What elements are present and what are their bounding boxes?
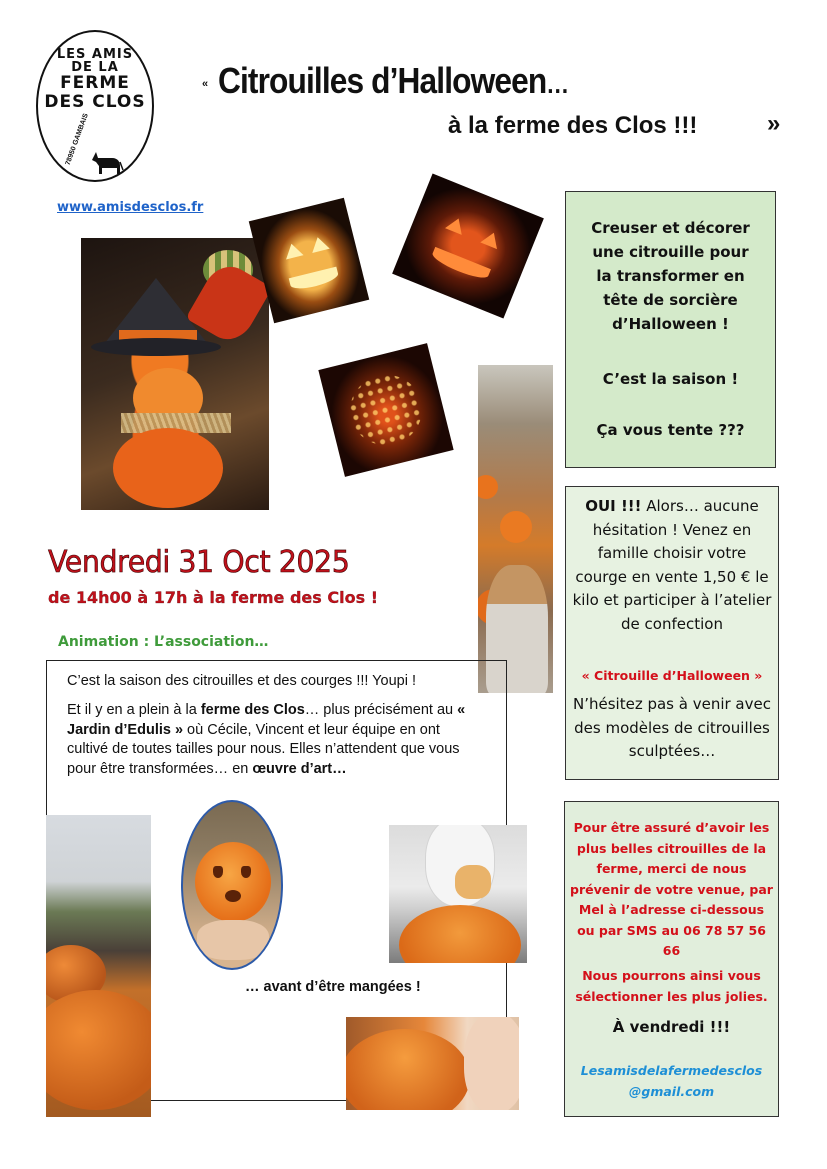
page-title [218,60,568,102]
desc-part-a: Et il y en a plein à la [67,702,201,718]
carved-pumpkin-oval-photo [181,800,283,970]
desc-part-c: … plus précisément au [304,702,458,718]
desc-farm-name: ferme des Clos [200,702,305,718]
intro-line: une citrouille pour [592,243,749,261]
jack-o-lantern-photo-2 [392,173,544,318]
desc-art: œuvre d’art… [252,760,347,777]
description-line-1: C’est la saison des citrouilles et des courges !!! Youpi ! [67,673,416,689]
contact-instructions: Pour être assuré d’avoir les plus belles citrouilles de la ferme, merci de nous prévenir de votre venue, par Mel à l’adresse ci-dessous ou par SMS au 06 78 57 56 66 [570,820,773,958]
dotted-lantern-photo [318,343,453,477]
pumpkin-shape [46,990,151,1110]
title-ellipsis: … [546,69,569,99]
lantern-dots [343,367,430,452]
offer-yes: OUI !!! [585,497,642,515]
subtitle-close-quote: » [767,110,781,137]
contact-benefit: Nous pourrons ainsi vous sélectionner les plus jolies. [575,968,768,1004]
offer-box [565,486,779,780]
intro-line: tête de sorcière [603,291,738,309]
desc-part-e: où Cécile, Vincent et leur équipe en ont cultivé de toutes tailles pour nous. Elles n’attendent que vous pour être transformées… en [67,721,460,777]
title-open-quote: « [202,78,209,90]
contact-signoff: À vendredi !!! [612,1018,731,1036]
witch-hat-pumpkin-photo [81,238,269,510]
pumpkin-body [113,428,223,508]
kids-workshop-photo [478,365,553,693]
pumpkin-field-photo [46,815,151,1117]
logo-line-3: FERME [60,73,130,93]
intro-line: la transformer en [596,267,745,285]
pumpkin-shape [346,1029,470,1110]
logo-line-4: DES CLOS [44,92,146,112]
carved-pumpkin-shape [195,842,271,922]
association-logo [36,30,154,182]
logo-line-2: DE LA [71,60,119,75]
description-bottom-line: … avant d’être mangées ! [245,979,421,995]
pumpkin-shape [399,905,521,963]
contact-box [564,801,779,1117]
email-line-2: @gmail.com [628,1084,715,1099]
contact-email[interactable] [569,1060,774,1102]
page-subtitle: à la ferme des Clos !!! [448,112,698,139]
hat-brim [91,338,221,356]
offer-text [570,495,774,636]
intro-line: d’Halloween ! [612,315,729,333]
smiling-child-photo [346,1017,519,1110]
logo-side-text: 78950 GAMBAIS [64,112,90,167]
child-carving-photo [389,825,527,963]
title-text: Citrouilles d’Halloween [218,60,547,101]
face-shape [464,1017,519,1110]
animation-label: Animation : L’association… [58,634,269,650]
season-text: C’est la saison ! [602,370,739,388]
hands-shape [197,920,269,960]
donkey-icon [90,150,124,176]
website-link[interactable]: www.amisdesclos.fr [57,200,204,215]
offer-footer: N’hésitez pas à venir avec des modèles de citrouilles sculptées… [573,695,771,760]
logo-line-1: LES AMIS [56,47,134,62]
offer-body: Alors… aucune hésitation ! Venez en famille choisir votre courge en vente 1,50 € le kilo et participer à l’atelier de confection [572,497,772,633]
description-paragraph [67,701,482,779]
intro-text [566,216,775,336]
email-line-1: Lesamisdelafermedesclos [580,1063,763,1078]
workshop-name: « Citrouille d’Halloween » [581,668,763,683]
intro-line: Creuser et décorer [591,219,750,237]
event-time: de 14h00 à 17h à la ferme des Clos ! [48,588,378,607]
question-text: Ça vous tente ??? [596,421,745,439]
intro-box [565,191,776,468]
hand-shape [455,865,491,899]
desc-garden-name: « Jardin d’Edulis » [67,702,466,738]
pumpkins-shape [478,475,498,499]
event-date: Vendredi 31 Oct 2025 [48,545,350,580]
